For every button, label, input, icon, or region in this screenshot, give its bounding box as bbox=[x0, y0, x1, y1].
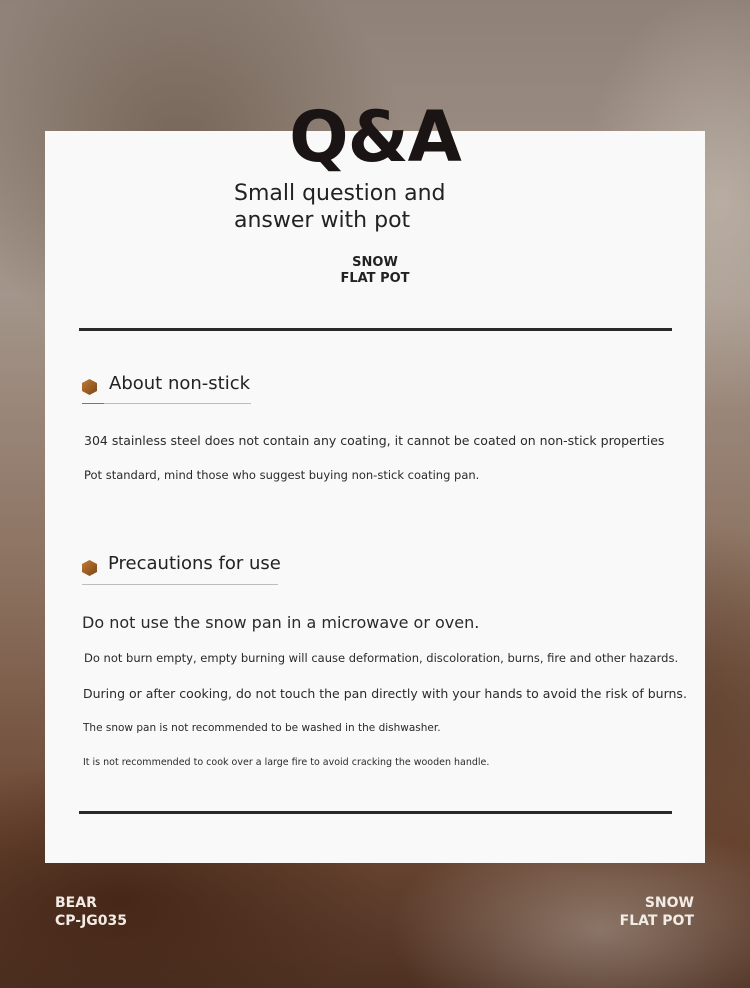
non-stick-text-2: Pot standard, mind those who suggest buying non-stick coating pan. bbox=[84, 468, 480, 482]
section-underline bbox=[104, 403, 251, 404]
brand-label-line-2: FLAT POT bbox=[340, 271, 410, 286]
precaution-text-2: Do not burn empty, empty burning will cause deformation, discoloration, burns, fire and other hazards. bbox=[84, 651, 679, 665]
precaution-text-3: During or after cooking, do not touch the pan directly with your hands to avoid the risk of burns. bbox=[83, 686, 687, 701]
section-title-non-stick: About non-stick bbox=[109, 373, 251, 394]
non-stick-text-1: 304 stainless steel does not contain any coating, it cannot be coated on non-stick properties bbox=[84, 433, 665, 448]
footer-left-line-2: CP-JG035 bbox=[55, 913, 128, 929]
bottom-divider bbox=[79, 811, 672, 814]
page-title: Q&A bbox=[289, 96, 461, 178]
footer-right-line-1: SNOW bbox=[644, 895, 694, 911]
precaution-text-5: It is not recommended to cook over a large fire to avoid cracking the wooden handle. bbox=[83, 757, 490, 768]
brand-label-line-1: SNOW bbox=[352, 255, 398, 270]
top-divider bbox=[79, 328, 672, 331]
footer-right-line-2: FLAT POT bbox=[619, 913, 694, 929]
section-underline bbox=[82, 584, 278, 585]
content-card bbox=[45, 131, 705, 863]
precaution-text-1: Do not use the snow pan in a microwave or oven. bbox=[82, 613, 480, 632]
subtitle bbox=[234, 180, 514, 234]
footer-left-line-1: BEAR bbox=[55, 895, 97, 911]
precaution-text-4: The snow pan is not recommended to be washed in the dishwasher. bbox=[83, 722, 441, 734]
section-underline-accent bbox=[82, 403, 104, 404]
subtitle-line-2: answer with pot bbox=[234, 208, 411, 233]
subtitle-line-1: Small question and bbox=[234, 181, 446, 206]
footer-right-label bbox=[620, 894, 694, 930]
footer-left-label bbox=[55, 894, 127, 930]
section-title-precautions: Precautions for use bbox=[108, 553, 281, 574]
